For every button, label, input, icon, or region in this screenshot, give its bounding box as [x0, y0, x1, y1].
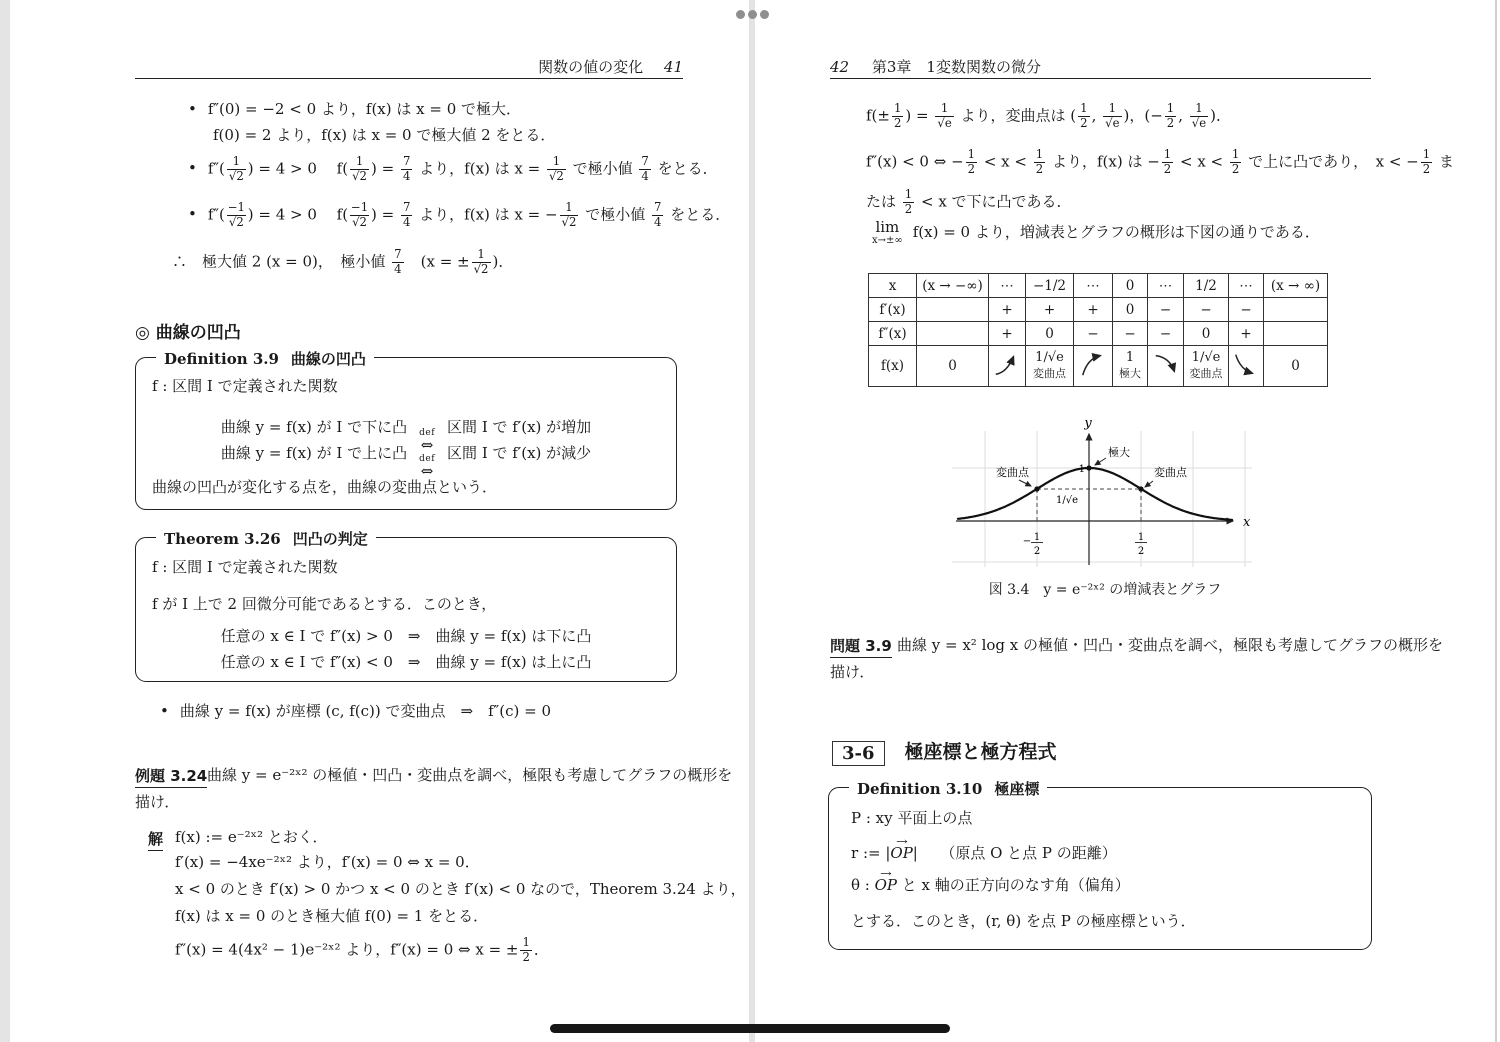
table-cell: 0 [1264, 346, 1328, 387]
inflection-point-dot [1034, 486, 1039, 491]
tick-numerator: 1 [1033, 532, 1041, 543]
table-cell [1184, 346, 1229, 387]
theorem-label: Theorem 3.26 [164, 530, 281, 548]
example-text-2: 描け． [135, 793, 180, 811]
right-head-title: 第3章 1変数関数の微分 [871, 58, 1041, 76]
table-cell: + [1229, 322, 1264, 346]
def-superscript: def [419, 428, 436, 438]
table-cell [1264, 322, 1328, 346]
definition-label: Definition 3.10 [857, 780, 983, 798]
table-cell [1148, 346, 1184, 387]
table-cell: ⋯ [1074, 274, 1113, 298]
divider-handle-dot[interactable] [760, 10, 769, 19]
left-edge-strip [0, 0, 10, 1042]
theorem-3-26-box [135, 530, 677, 682]
solution-line: x < 0 のとき f′(x) > 0 かつ x < 0 のとき f′(x) < 0 なので，Theorem 3.24 より， [175, 880, 746, 898]
def-iff-symbol [419, 455, 435, 479]
text-line: f が I 上で 2 回微分可能であるとする．このとき， [152, 595, 497, 613]
tick-denominator: 2 [1137, 546, 1145, 557]
table-cell: − [1113, 322, 1148, 346]
divider-handle-dot[interactable] [736, 10, 745, 19]
tick-sign: − [1022, 536, 1032, 547]
text-segment: と x 軸の正方向のなす角（偏角） [897, 876, 1130, 894]
paragraph-line: たは $\frac{1}{2}$ < x で下に凸である． [866, 187, 1072, 216]
annotation-arrow [1019, 480, 1031, 486]
cell-value: 1/√e [1191, 350, 1221, 366]
right-running-head [830, 56, 1371, 79]
table-row [869, 322, 1328, 346]
text-line: とする．このとき，(r, θ) を点 P の極座標という． [851, 912, 1196, 930]
table-cell [917, 322, 989, 346]
text-segment: 区間 I で f′(x) が減少 [447, 444, 592, 462]
solution-line: f″(x) = 4(4x² − 1)e⁻²ˣ² より，f″(x) = 0 ⇔ x = ± $\frac{1}{2}$ ． [175, 935, 549, 964]
lim-text: lim [875, 218, 900, 236]
inflection-annotation-right: 変曲点 [1154, 466, 1187, 479]
problem-text: 曲線 y = x² log x の極値・凹凸・変曲点を調べ，極限も考慮してグラフの概形を [897, 636, 1444, 654]
divider-handle-dot[interactable] [748, 10, 757, 19]
vector-op: → OP [890, 844, 912, 863]
table-cell: (x → −∞) [917, 274, 989, 298]
text-segment: 区間 I で f′(x) が増加 [447, 418, 592, 436]
text-segment: | （原点 O と点 P の距離） [912, 844, 1117, 862]
conclusion-line: ∴ 極大値 2 (x = 0)， 極小値 $\frac{7}{4}$ (x = ± $\frac{1}{√2}$ )． [172, 247, 514, 276]
paragraph-line: f″(x) < 0 ⇔ − $\frac{1}{2}$ < x < $\frac{1}{2}$ より，f(x) は − $\frac{1}{2}$ < x < $\frac{1}{2}$ で上に凸であり， x < − $\frac{1}{2}$ ま [866, 147, 1454, 176]
graph-grid [952, 431, 1252, 567]
table-cell: x [869, 274, 917, 298]
solution-line: f(x) は x = 0 のとき極大値 f(0) = 1 をとる． [175, 907, 489, 925]
gaussian-graph-figure [940, 415, 1270, 605]
inflection-value-label: 1/√e [1055, 495, 1079, 506]
section-number: 3-6 [832, 741, 885, 766]
home-indicator[interactable] [550, 1024, 950, 1033]
right-page-number: 42 [830, 58, 850, 76]
solution-label: 解 [148, 828, 163, 851]
condition-line: 任意の x ∈ I で f″(x) < 0 ⇒ 曲線 y = f(x) は上に凸 [220, 653, 592, 671]
table-cell [1229, 346, 1264, 387]
table-cell: 0 [1113, 274, 1148, 298]
inflection-point-dot [1138, 486, 1143, 491]
concave-def-line [136, 442, 676, 479]
definition-3-9-box [135, 350, 677, 510]
table-cell: + [989, 298, 1026, 322]
right-edge-line [1495, 0, 1497, 1042]
table-cell: − [1074, 322, 1113, 346]
table-row [869, 274, 1328, 298]
table-cell [1264, 298, 1328, 322]
bullet-line: • f″(0) = −2 < 0 より，f(x) は x = 0 で極大． [188, 100, 521, 119]
table-cell: − [1229, 298, 1264, 322]
tick-numerator: 1 [1137, 532, 1145, 543]
maximum-point-dot [1086, 465, 1091, 470]
tick-denominator: 2 [1033, 546, 1041, 557]
left-running-head [135, 56, 683, 79]
def-superscript: def [419, 454, 436, 464]
r-definition-line [851, 840, 1117, 863]
lim-subscript: x→±∞ [872, 234, 903, 246]
table-cell: f′(x) [869, 298, 917, 322]
solution-line: f(x) := e⁻²ˣ² とおく． [175, 828, 328, 846]
theorem-3-26-title [156, 528, 376, 549]
definition-3-10-title [849, 778, 1047, 799]
table-cell: 0 [1113, 298, 1148, 322]
table-cell: ⋯ [989, 274, 1026, 298]
solution-line: f′(x) = −4xe⁻²ˣ² より，f′(x) = 0 ⇔ x = 0． [175, 853, 480, 871]
table-cell: 1/2 [1184, 274, 1229, 298]
x-tick-minus-half [1023, 532, 1043, 557]
subsection-heading: ◎ 曲線の凹凸 [135, 323, 241, 343]
bullet-line: • f″( $\frac{-1}{√2}$ ) = 4 > 0 f( $\frac{-1}{√2}$ ) = $\frac{7}{4}$ より，f(x) は x = − $\frac{1}{√2}$ で極小値 $\frac{7}{4}$ をとる． [188, 201, 730, 230]
text-line: 曲線の凹凸が変化する点を，曲線の変曲点という． [152, 478, 498, 496]
maximum-annotation: 極大 [1108, 446, 1130, 459]
x-axis-label: x [1243, 515, 1251, 530]
table-cell: 0 [1026, 322, 1074, 346]
cell-note: 変曲点 [1033, 367, 1066, 381]
concave-down-decreasing-arrow-icon [1152, 349, 1180, 379]
example-label: 例題 3.24 [135, 765, 207, 788]
table-row [869, 346, 1328, 387]
problem-text-2: 描け． [830, 663, 875, 681]
text-segment: 曲線 y = f(x) が I で上に凸 [220, 444, 408, 462]
table-cell: ⋯ [1148, 274, 1184, 298]
table-cell: ⋯ [1229, 274, 1264, 298]
limit-line [872, 220, 1320, 246]
text-line: f : 区間 I で定義された関数 [152, 558, 338, 576]
table-cell: −1/2 [1026, 274, 1074, 298]
definition-title-jp: 極座標 [994, 780, 1040, 798]
table-cell: f″(x) [869, 322, 917, 346]
cell-value: 1 [1125, 350, 1135, 366]
cell-note: 変曲点 [1189, 367, 1223, 381]
iff-arrow: ⇔ [420, 436, 434, 454]
text-segment: f(x) = 0 より，増減表とグラフの概形は下図の通りである． [912, 223, 1320, 242]
example-text: 曲線 y = e⁻²ˣ² の極値・凹凸・変曲点を調べ，極限も考慮してグラフの概形を [207, 766, 733, 784]
text-line: f(0) = 2 より，f(x) は x = 0 で極大値 2 をとる． [213, 126, 556, 144]
problem-label: 問題 3.9 [830, 635, 892, 658]
table-cell [1074, 346, 1113, 387]
table-cell: + [1074, 298, 1113, 322]
table-cell [917, 298, 989, 322]
definition-title-jp: 曲線の凹凸 [290, 350, 366, 368]
concave-up-increasing-arrow-icon [993, 349, 1021, 379]
text-segment: θ : [851, 876, 875, 894]
table-cell: + [989, 322, 1026, 346]
limit-symbol [872, 220, 903, 246]
vector-op: → OP [875, 876, 897, 895]
cell-value: 1/√e [1035, 350, 1064, 366]
inflection-annotation-left: 変曲点 [996, 466, 1029, 479]
table-cell: (x → ∞) [1264, 274, 1328, 298]
text-line: P : xy 平面上の点 [851, 809, 973, 827]
table-cell: − [1184, 298, 1229, 322]
y-axis-label: y [1084, 416, 1092, 431]
left-head-title: 関数の値の変化 [538, 58, 644, 76]
y-tick-one: 1 [1078, 464, 1085, 475]
table-cell: f(x) [869, 346, 917, 387]
cell-note: 極大 [1119, 367, 1141, 381]
table-cell: 0 [917, 346, 989, 387]
annotation-arrow [1145, 481, 1153, 487]
text-segment: 曲線 y = f(x) が I で下に凸 [220, 418, 408, 436]
table-cell: − [1148, 322, 1184, 346]
paragraph-line: f(± $\frac{1}{2}$ ) = $\frac{1}{√e}$ より，変曲点は ( $\frac{1}{2}$ , $\frac{1}{√e}$ )，(− $\frac{1}{2}$ , $\frac{1}{√e}$ )． [866, 101, 1232, 130]
definition-3-10-box [828, 780, 1372, 950]
split-view-divider[interactable] [749, 0, 755, 1042]
figure-caption: 図 3.4 y = e⁻²ˣ² の増減表とグラフ [988, 582, 1222, 598]
theorem-title-jp: 凹凸の判定 [292, 530, 368, 548]
section-heading-3-6 [832, 737, 1057, 766]
table-cell: + [1026, 298, 1074, 322]
annotation-arrow [1095, 458, 1106, 465]
concave-down-increasing-arrow-icon [1079, 349, 1107, 379]
text-line: f : 区間 I で定義された関数 [152, 377, 338, 395]
concave-up-decreasing-arrow-icon [1232, 349, 1260, 379]
table-cell [989, 346, 1026, 387]
table-cell: 0 [1184, 322, 1229, 346]
iff-arrow: ⇔ [420, 462, 434, 480]
table-cell [1113, 346, 1148, 387]
condition-line: 任意の x ∈ I で f″(x) > 0 ⇒ 曲線 y = f(x) は下に凸 [220, 627, 592, 645]
increase-decrease-table [868, 273, 1328, 387]
bullet-line: • f″( $\frac{1}{√2}$ ) = 4 > 0 f( $\frac{1}{√2}$ ) = $\frac{7}{4}$ より，f(x) は x = $\frac{1}{√2}$ で極小値 $\frac{7}{4}$ をとる． [188, 155, 718, 184]
table-cell: − [1148, 298, 1184, 322]
definition-label: Definition 3.9 [164, 350, 279, 368]
inflection-note-line: • 曲線 y = f(x) が座標 (c, f(c)) で変曲点 ⇒ f″(c) = 0 [160, 702, 551, 721]
theta-definition-line [851, 872, 1130, 895]
definition-3-9-title [156, 348, 374, 369]
table-row [869, 298, 1328, 322]
text-segment: r := | [851, 844, 891, 862]
left-page-number: 41 [663, 58, 683, 76]
table-cell [1026, 346, 1074, 387]
section-title: 極座標と極方程式 [904, 741, 1057, 763]
